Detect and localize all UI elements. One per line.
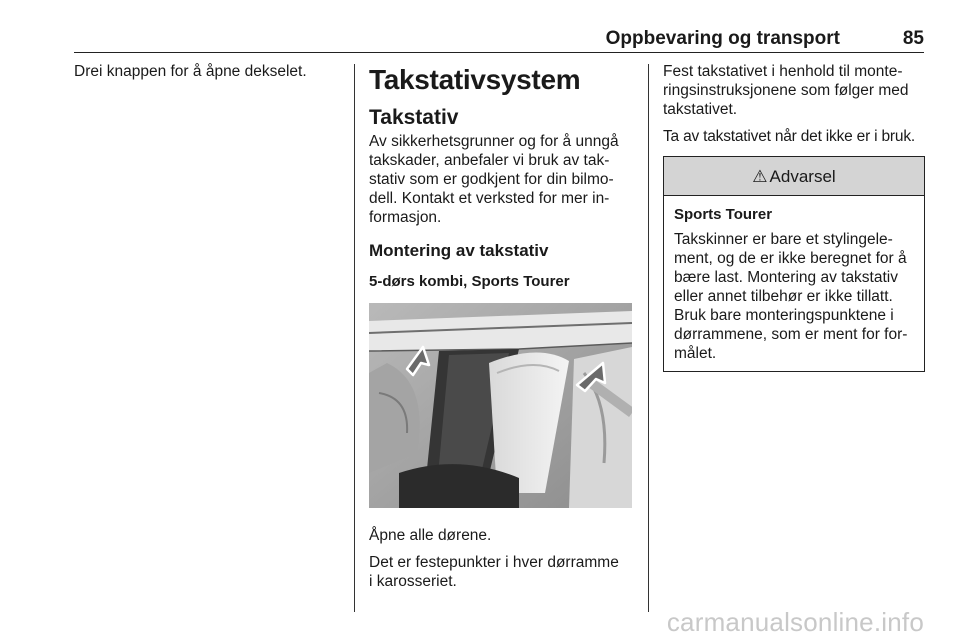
intro-paragraph: Av sikkerhetsgrunner og for å unngå takskader, anbefaler vi bruk av tak- stativ som er godkjent for din bilmo- dell. Kontakt et verksted for mer in- formasjon.: [369, 133, 619, 226]
page-number: 85: [902, 28, 924, 49]
column-divider-1: [354, 64, 355, 612]
subsection-heading: Takstativ: [369, 106, 459, 129]
mounting-heading: Montering av takstativ: [369, 241, 549, 260]
roof-rack-mount-illustration: [369, 303, 632, 508]
warning-title: Advarsel: [769, 166, 836, 186]
header-rule: [74, 52, 924, 53]
column-3: [663, 62, 925, 372]
col1-text: Drei knappen for å åpne dekselet.: [74, 63, 307, 80]
warning-subtitle: Sports Tourer: [674, 206, 773, 223]
watermark: carmanualsonline.info: [666, 607, 924, 637]
warning-body: [664, 196, 924, 371]
step-mount-points: Det er festepunkter i hver dørramme i karosseriet.: [369, 554, 619, 590]
running-header-title: Oppbevaring og transport: [605, 28, 840, 49]
column-1: [74, 62, 346, 89]
step-open-doors: Åpne alle dørene.: [369, 527, 492, 544]
warning-header: [664, 157, 924, 196]
removal-paragraph: Ta av takstativet når det ikke er i bruk.: [663, 128, 915, 145]
variant-label: 5-dørs kombi, Sports Tourer: [369, 273, 570, 290]
column-divider-2: [648, 64, 649, 612]
warning-box: [663, 156, 925, 372]
column-2: [369, 62, 634, 599]
warning-text: Takskinner er bare et stylingele- ment, og de er ikke beregnet for å bære last. Montering av takstativ eller annet tilbehør er ikke tillatt. Bruk bare monteringspunktene i dørrammene, som er ment for for- målet.: [674, 231, 908, 362]
warning-triangle-icon: ⚠: [752, 166, 768, 186]
section-heading: Takstativsystem: [369, 64, 581, 95]
instructions-paragraph: Fest takstativet i henhold til monte- ringsinstruksjonene som følger med takstativet.: [663, 63, 909, 118]
